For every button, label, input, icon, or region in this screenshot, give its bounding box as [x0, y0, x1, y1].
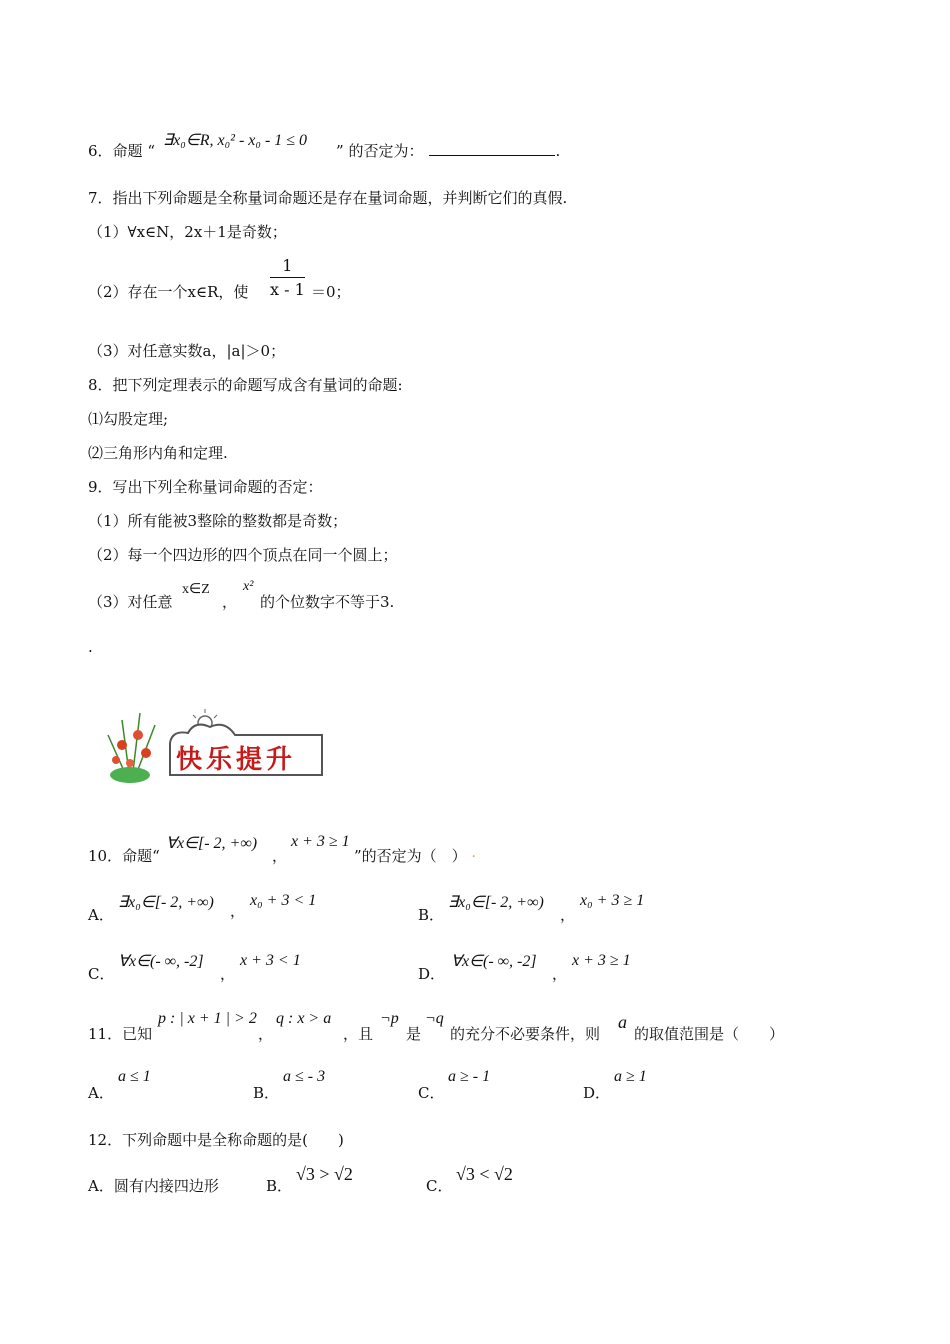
q7-item-2-tail: ＝0； — [311, 283, 351, 301]
q12-stem: 12．下列命题中是全称命题的是( ) — [88, 1131, 344, 1149]
q9-item-3-f1: x∈Z — [182, 582, 210, 597]
q6-line — [88, 140, 155, 161]
q10-option-c-f2: x + 3 < 1 — [240, 952, 301, 969]
q7-item-2 — [88, 281, 248, 302]
q7-frac-den: x - 1 — [270, 280, 305, 299]
q12-option-a-label: A． — [88, 1177, 114, 1195]
banner-text: 快乐提升 — [176, 745, 297, 775]
q10-sep: ， — [272, 847, 288, 865]
q10-option-b-f2: x₀ + 3 ≥ 1 — [580, 892, 645, 909]
q6-quote-open: “ — [147, 142, 156, 160]
q11-stem-e: 的取值范围是（ ） — [634, 1025, 785, 1043]
q11-f-np: ¬p — [380, 1010, 399, 1027]
q11-option-d-label[interactable]: D． — [583, 1084, 611, 1102]
q9-item-2: （2）每一个四边形的四个顶点在同一个圆上； — [88, 546, 398, 564]
q10-stem-a: 10．命题“ — [88, 847, 160, 865]
q12-option-c-f: √3 < √2 — [456, 1164, 513, 1184]
stray-dot: . — [88, 638, 93, 656]
q10-option-b-sep: ， — [560, 906, 576, 924]
q11-f-q: q : x > a — [276, 1010, 332, 1027]
happy-improve-banner — [100, 705, 330, 785]
q7-item-3: （3）对任意实数a，|a|＞0； — [88, 342, 286, 360]
q11-option-b-f: a ≤ - 3 — [283, 1068, 326, 1085]
q12-option-b-label[interactable]: B． — [266, 1177, 293, 1195]
q10-option-d-label[interactable]: D． — [418, 965, 446, 983]
q10-stem-b — [354, 845, 476, 866]
q11-stem-d: 的充分不必要条件，则 — [450, 1025, 601, 1043]
q9-item-3-a: （3）对任意 — [88, 593, 173, 611]
q7-frac-num: 1 — [270, 256, 305, 278]
q10-stem-b-text: ”的否定为（ ） — [354, 847, 467, 865]
q12-option-a[interactable] — [88, 1175, 219, 1196]
q6-text-a: 命题 — [112, 142, 143, 160]
q10-option-d-f2: x + 3 ≥ 1 — [572, 952, 631, 969]
q10-f2: x + 3 ≥ 1 — [291, 833, 350, 850]
q11-f-a: a — [618, 1012, 627, 1032]
q10-option-b-f1: ∃x₀∈[- 2, +∞) — [448, 894, 544, 911]
q12-option-a-text: 圆有内接四边形 — [113, 1177, 219, 1195]
q7-item-1: （1）∀x∈N，2x＋1是奇数； — [88, 223, 287, 241]
q7-item-2-text: （2）存在一个x∈R，使 — [88, 283, 249, 301]
q6-text-b: 的否定为： — [348, 142, 424, 160]
q11-option-a-f: a ≤ 1 — [118, 1068, 151, 1085]
q10-option-a-sep: ， — [230, 902, 246, 920]
q9-item-3-sep: ， — [222, 593, 238, 611]
q11-option-c-label[interactable]: C． — [418, 1084, 445, 1102]
q6-period: . — [555, 142, 561, 160]
q11-f-nq: ¬q — [425, 1010, 444, 1027]
q6-tail — [336, 140, 560, 161]
q10-option-c-f1: ∀x∈(- ∞, -2] — [118, 953, 204, 970]
q9-item-3-b: 的个位数字不等于3. — [260, 593, 395, 611]
q10-option-c-label[interactable]: C． — [88, 965, 115, 983]
q8-item-2: ⑵三角形内角和定理. — [88, 444, 228, 462]
q10-option-a-f2: x₀ + 3 < 1 — [250, 892, 317, 909]
q10-f1: ∀x∈[- 2, +∞) — [166, 835, 258, 852]
q7-title: 7．指出下列命题是全称量词命题还是存在量词命题，并判断它们的真假. — [88, 189, 568, 207]
q11-f-p: p : | x + 1 | > 2 — [158, 1010, 257, 1027]
q10-option-c-sep: ， — [220, 965, 236, 983]
q6-number: 6． — [88, 142, 113, 160]
flower-icon — [108, 713, 155, 783]
q6-answer-blank[interactable] — [429, 141, 555, 156]
q11-option-b-label[interactable]: B． — [253, 1084, 280, 1102]
q12-option-b-f: √3 > √2 — [296, 1164, 353, 1184]
q6-quote-close: ” — [336, 142, 344, 160]
q10-option-a-f1: ∃x₀∈[- 2, +∞) — [118, 894, 214, 911]
q6-formula: ∃x₀∈R, x₀² - x₀ - 1 ≤ 0 — [163, 132, 308, 149]
edit-mark-icon: · — [471, 849, 476, 865]
q10-option-a-label[interactable]: A． — [88, 906, 114, 924]
q11-option-d-f: a ≥ 1 — [614, 1068, 647, 1085]
q7-fraction — [270, 256, 305, 299]
q8-item-1: ⑴勾股定理; — [88, 410, 169, 428]
q11-sep: ， — [258, 1025, 274, 1043]
q9-item-3-f2: x² — [243, 579, 254, 594]
q11-option-a-label[interactable]: A． — [88, 1084, 114, 1102]
q10-option-b-label[interactable]: B． — [418, 906, 445, 924]
q10-option-d-sep: ， — [552, 965, 568, 983]
q11-option-c-f: a ≥ - 1 — [448, 1068, 491, 1085]
q11-stem-c: 是 — [406, 1025, 422, 1043]
q8-title: 8．把下列定理表示的命题写成含有量词的命题: — [88, 376, 403, 394]
q12-option-c-label[interactable]: C． — [426, 1177, 453, 1195]
q10-option-d-f1: ∀x∈(- ∞, -2] — [451, 953, 537, 970]
q9-item-1: （1）所有能被3整除的整数都是奇数； — [88, 512, 348, 530]
q11-stem-a: 11．已知 — [88, 1025, 153, 1043]
q11-stem-b: ，且 — [343, 1025, 374, 1043]
q9-title: 9．写出下列全称量词命题的否定： — [88, 478, 323, 496]
